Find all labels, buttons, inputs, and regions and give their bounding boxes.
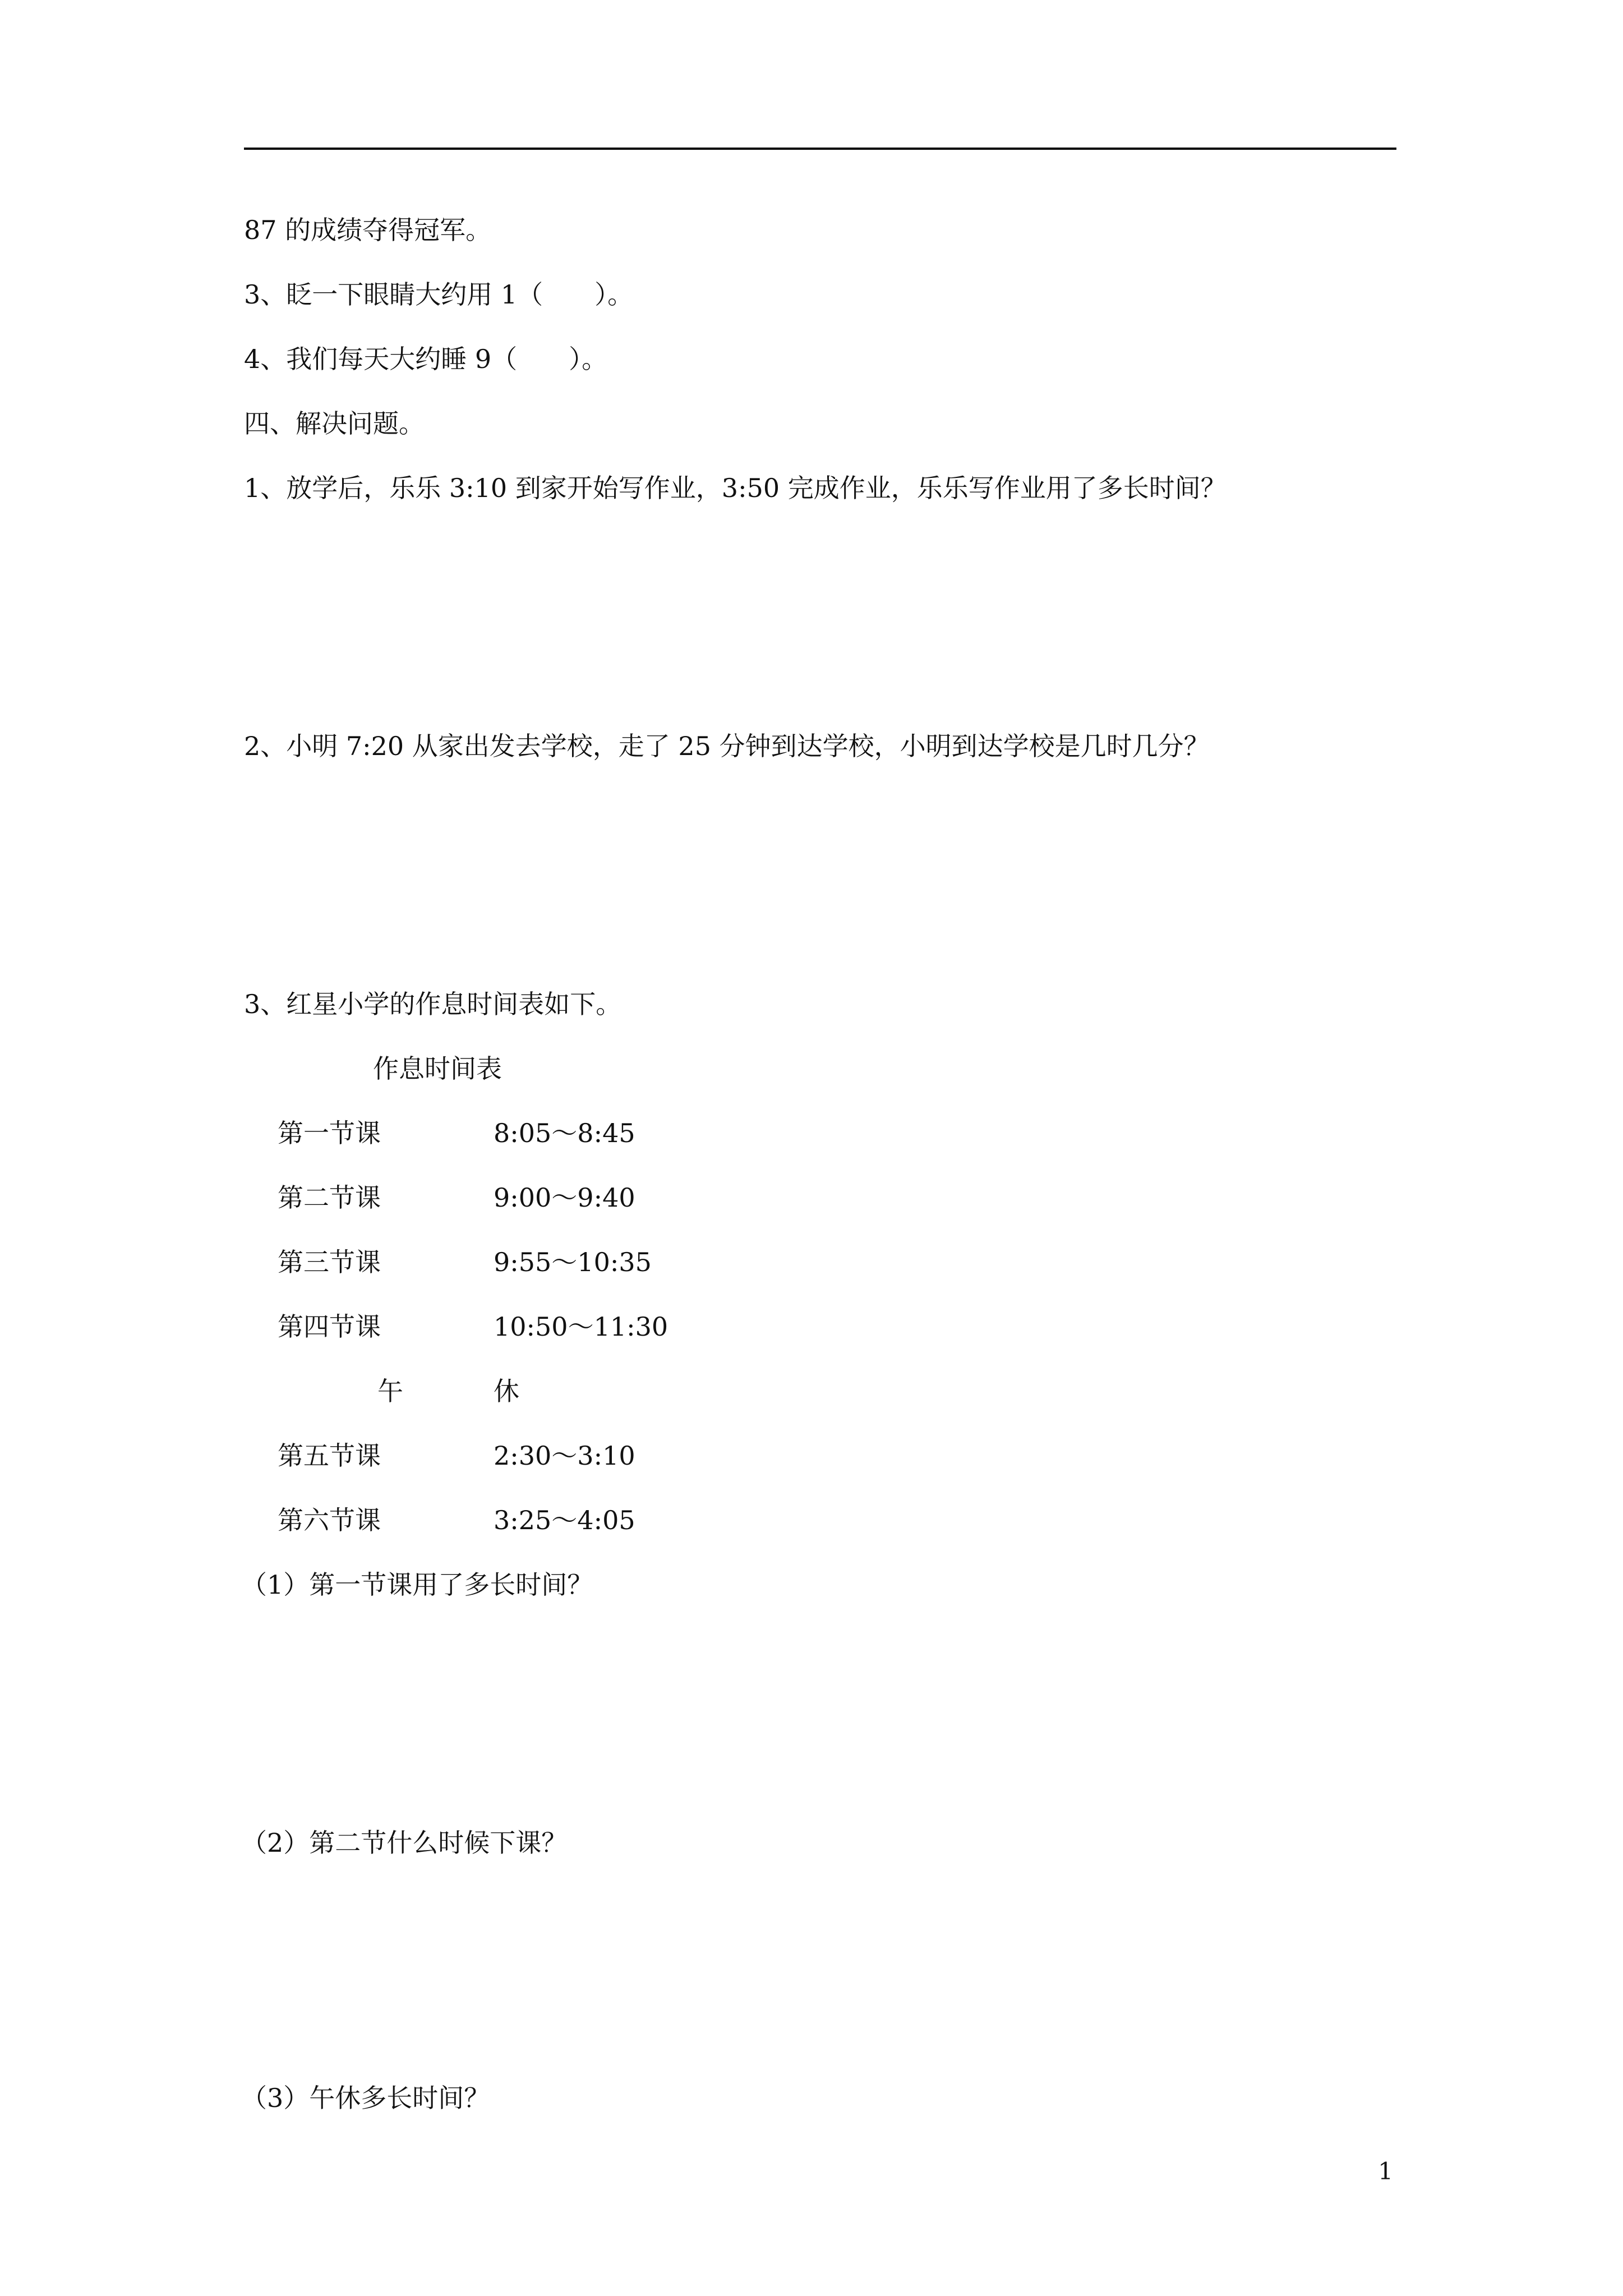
schedule-row-label: 第二节课: [278, 1182, 381, 1213]
problem-2: 2、小明 7:20 从家出发去学校，走了 25 分钟到达学校，小明到达学校是几时几分？: [244, 731, 1210, 761]
problem-3: 3、红星小学的作息时间表如下。: [244, 989, 622, 1019]
schedule-title: 作息时间表: [373, 1053, 502, 1084]
schedule-break-label: 午: [377, 1376, 403, 1406]
schedule-row-time: 8:05～8:45: [494, 1118, 635, 1148]
schedule-break-value: 休: [494, 1376, 519, 1406]
schedule-row-time: 9:55～10:35: [494, 1247, 652, 1277]
subquestion-3: （3）午休多长时间？: [241, 2083, 490, 2113]
question-3-blank: 3、眨一下眼睛大约用 1（ ）。: [244, 279, 634, 310]
problem-1: 1、放学后，乐乐 3:10 到家开始写作业，3:50 完成作业，乐乐写作业用了多长时间？: [244, 473, 1227, 503]
schedule-row-label: 第三节课: [278, 1247, 381, 1277]
schedule-row-time: 2:30～3:10: [494, 1441, 635, 1471]
question-4-blank: 4、我们每天大约睡 9（ ）。: [244, 344, 608, 374]
schedule-row-label: 第一节课: [278, 1118, 381, 1148]
section-heading-solve: 四、解决问题。: [244, 408, 425, 439]
subquestion-1: （1）第一节课用了多长时间？: [241, 1570, 593, 1600]
header-rule: [244, 148, 1396, 150]
schedule-row-label: 第六节课: [278, 1505, 381, 1535]
schedule-row-label: 第四节课: [278, 1312, 381, 1342]
schedule-row-time: 10:50～11:30: [494, 1312, 668, 1342]
schedule-row-time: 9:00～9:40: [494, 1182, 635, 1213]
schedule-row-time: 3:25～4:05: [494, 1505, 635, 1535]
text-line-1: 87 的成绩夺得冠军。: [244, 215, 492, 245]
schedule-row-label: 第五节课: [278, 1441, 381, 1471]
page-number: 1: [1378, 2157, 1393, 2185]
subquestion-2: （2）第二节什么时候下课？: [241, 1828, 568, 1858]
